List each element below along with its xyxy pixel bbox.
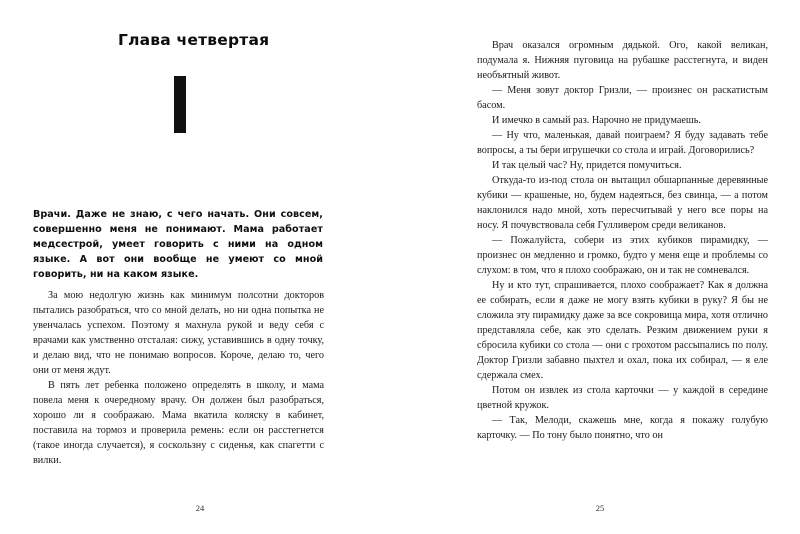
chapter-title: Глава четвертая <box>118 31 270 49</box>
drop-cap-letter <box>174 76 186 133</box>
left-page-body <box>33 288 324 468</box>
paragraph: — Пожалуйста, собери из этих кубиков пирамидку, — произнес он медленно и громко, будто у меня еще и проблемы со слухом: в том, что я плохо соображаю, он и так не сомневался. <box>477 235 768 276</box>
paragraph: Откуда-то из-под стола он вытащил обшарпанные деревянные кубики — крашеные, но, будем надеяться, без свинца, — а потом наклонился надо мной, хоть пересчитывай у него все поры на носу. Я почувствовала себя Гулливером среди великанов. <box>477 175 768 231</box>
page-number-left: 24 <box>195 503 205 513</box>
paragraph: За мою недолгую жизнь как минимум полсотни докторов пытались разобраться, что со мной делать, но ни одна попытка не увенчалась успехом. Поэтому я махнула рукой и веду себя с врачами как умственно отсталая: сижу, уставившись в одну точку, и делаю вид, что не понимаю вопросов. Короче, делаю то, чего они от меня ждут. <box>33 290 324 376</box>
paragraph: Потом он извлек из стола карточки — у каждой в середине цветной кружок. <box>477 385 768 411</box>
paragraph: И имечко в самый раз. Нарочно не придумаешь. <box>492 115 701 126</box>
lead-paragraph: Врачи. Даже не знаю, с чего начать. Они совсем, совершенно меня не понимают. Мама работает медсестрой, умеет говорить с ними на одном языке. А вот они вообще не умеют со мной говорить, ни на каком языке. <box>33 209 323 280</box>
paragraph: — Меня зовут доктор Гризли, — произнес он раскатистым басом. <box>477 85 768 111</box>
paragraph: Ну и кто тут, спрашивается, плохо соображает? Как я должна ее собирать, если я даже не могу взять кубики в руку? Я бы не сложила эту пирамидку даже за все сокровища мира, хотя отлично представляла себе, как это сделать. Резким движением руки я сбросила кубики со стола — они с грохотом рассыпались по полу. Доктор Гризли забавно пыхтел и охал, пока их собирал, — я еле сдержала смех. <box>477 280 768 381</box>
paragraph: Врач оказался огромным дядькой. Ого, какой великан, подумала я. Нижняя пуговица на рубашке расстегнута, и виден необъятный живот. <box>477 40 768 81</box>
right-page-body <box>477 38 768 443</box>
paragraph: — Ну что, маленькая, давай поиграем? Я буду задавать тебе вопросы, а ты бери игрушечки со стола и играй. Договорились? <box>477 130 768 156</box>
paragraph: — Так, Мелоди, скажешь мне, когда я покажу голубую карточку. — По тону было понятно, что он <box>477 415 768 441</box>
page-number-right: 25 <box>595 503 605 513</box>
paragraph: И так целый час? Ну, придется помучиться. <box>492 160 682 171</box>
paragraph: В пять лет ребенка положено определять в школу, и мама повела меня к очередному врачу. Он должен был разобраться, хорошо ли я соображаю. Мама вкатила коляску в кабинет, поставила на тормоз и проверила ремень: если он расстегнется (такое иногда случается), я соскользну с сиденья, как спагетти с вилки. <box>33 380 324 466</box>
